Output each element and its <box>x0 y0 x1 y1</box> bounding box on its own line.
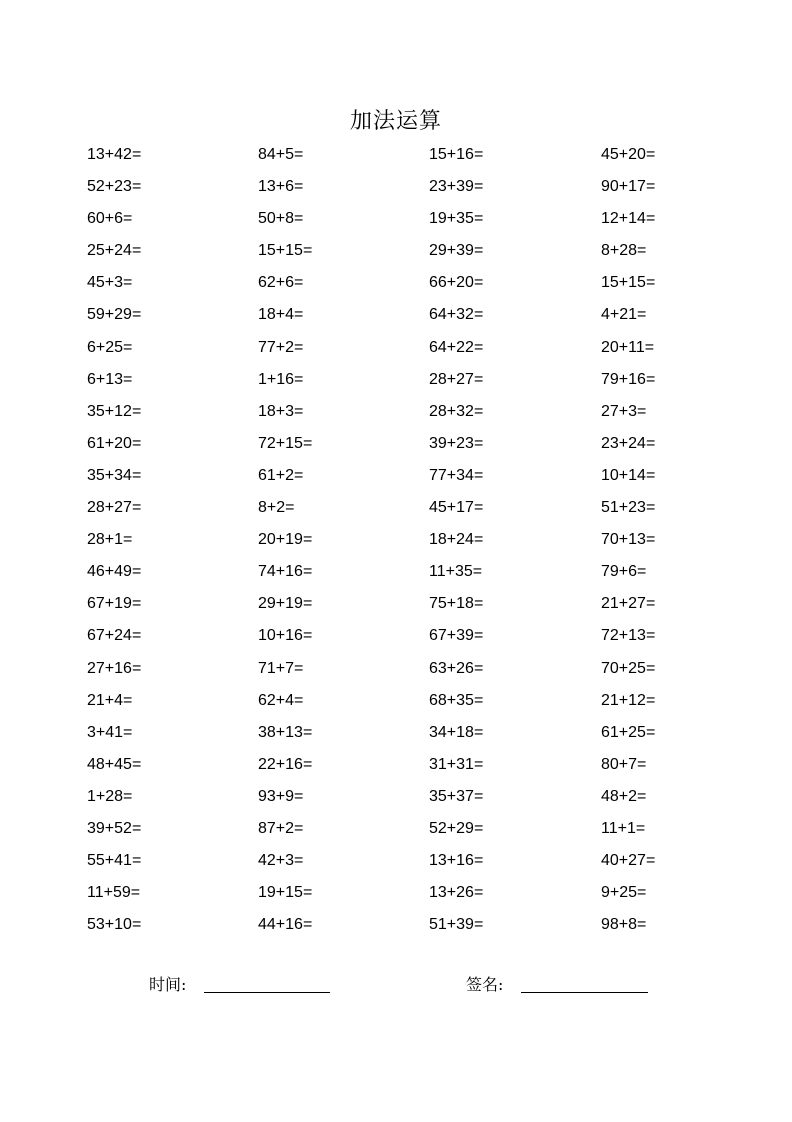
problem-item: 80+7= <box>601 755 647 773</box>
signature-field <box>466 972 503 995</box>
problem-item: 79+6= <box>601 563 647 581</box>
problem-item: 9+25= <box>601 884 647 902</box>
problem-item: 21+12= <box>601 691 656 709</box>
problem-item: 61+25= <box>601 723 656 741</box>
problem-item: 45+17= <box>429 499 484 517</box>
problem-item: 12+14= <box>601 210 656 228</box>
problem-item: 77+34= <box>429 466 484 484</box>
problem-item: 39+52= <box>87 819 142 837</box>
problem-item: 23+24= <box>601 434 656 452</box>
problem-item: 27+3= <box>601 402 647 420</box>
problem-item: 46+49= <box>87 563 142 581</box>
problem-item: 25+24= <box>87 242 142 260</box>
problem-item: 45+20= <box>601 146 656 163</box>
time-field <box>149 972 186 995</box>
problem-item: 74+16= <box>258 563 313 581</box>
problem-item: 67+19= <box>87 595 142 613</box>
problem-item: 71+7= <box>258 659 304 677</box>
problem-item: 18+4= <box>258 306 304 324</box>
problem-item: 39+23= <box>429 434 484 452</box>
problem-item: 20+19= <box>258 531 313 549</box>
problem-item: 10+14= <box>601 466 656 484</box>
problem-item: 68+35= <box>429 691 484 709</box>
problem-item: 13+26= <box>429 884 484 902</box>
problem-item: 48+45= <box>87 755 142 773</box>
problem-item: 11+59= <box>87 884 141 902</box>
problem-item: 6+13= <box>87 370 133 388</box>
problem-item: 77+2= <box>258 338 304 356</box>
problem-item: 34+18= <box>429 723 484 741</box>
problem-item: 90+17= <box>601 178 656 196</box>
problem-item: 15+16= <box>429 146 484 163</box>
problem-item: 87+2= <box>258 819 304 837</box>
problem-item: 79+16= <box>601 370 656 388</box>
problem-item: 6+25= <box>87 338 133 356</box>
problem-item: 53+10= <box>87 916 142 934</box>
time-blank-line <box>204 992 330 993</box>
problem-item: 18+24= <box>429 531 484 549</box>
problem-item: 52+23= <box>87 178 142 196</box>
problem-item: 3+41= <box>87 723 133 741</box>
problem-item: 35+34= <box>87 466 142 484</box>
problem-item: 50+8= <box>258 210 304 228</box>
problem-item: 62+6= <box>258 274 304 292</box>
problem-item: 21+4= <box>87 691 133 709</box>
problem-item: 1+16= <box>258 370 304 388</box>
problem-item: 13+42= <box>87 146 142 163</box>
signature-blank-line <box>521 992 648 993</box>
problem-item: 98+8= <box>601 916 647 934</box>
problem-item: 18+3= <box>258 402 304 420</box>
problem-item: 42+3= <box>258 852 304 870</box>
problem-item: 48+2= <box>601 787 647 805</box>
problem-item: 28+27= <box>87 499 142 517</box>
problem-item: 67+39= <box>429 627 484 645</box>
problem-item: 27+16= <box>87 659 142 677</box>
problem-item: 51+39= <box>429 916 484 934</box>
problem-item: 64+22= <box>429 338 484 356</box>
problem-item: 11+35= <box>429 563 483 581</box>
page-title: 加法运算 <box>349 109 442 134</box>
problem-item: 28+32= <box>429 402 484 420</box>
problem-item: 62+4= <box>258 691 304 709</box>
problem-item: 84+5= <box>258 146 304 163</box>
problem-item: 61+2= <box>258 466 304 484</box>
problem-item: 72+13= <box>601 627 656 645</box>
problem-item: 52+29= <box>429 819 484 837</box>
problem-item: 93+9= <box>258 787 304 805</box>
problem-item: 55+41= <box>87 852 142 870</box>
problem-item: 23+39= <box>429 178 484 196</box>
problem-item: 66+20= <box>429 274 484 292</box>
problem-item: 35+37= <box>429 787 484 805</box>
problem-item: 70+13= <box>601 531 656 549</box>
problem-item: 11+1= <box>601 819 646 837</box>
problem-item: 45+3= <box>87 274 133 292</box>
problem-item: 60+6= <box>87 210 133 228</box>
problem-grid <box>87 139 721 941</box>
problem-item: 64+32= <box>429 306 484 324</box>
problem-item: 67+24= <box>87 627 142 645</box>
problem-item: 29+19= <box>258 595 313 613</box>
problem-item: 15+15= <box>601 274 656 292</box>
problem-item: 28+1= <box>87 531 133 549</box>
problem-item: 21+27= <box>601 595 656 613</box>
problem-item: 28+27= <box>429 370 484 388</box>
problem-item: 20+11= <box>601 338 655 356</box>
problem-item: 22+16= <box>258 755 313 773</box>
problem-item: 15+15= <box>258 242 313 260</box>
problem-item: 10+16= <box>258 627 313 645</box>
problem-item: 75+18= <box>429 595 484 613</box>
problem-item: 19+35= <box>429 210 484 228</box>
problem-item: 4+21= <box>601 306 647 324</box>
problem-item: 8+28= <box>601 242 647 260</box>
problem-item: 63+26= <box>429 659 484 677</box>
problem-item: 61+20= <box>87 434 142 452</box>
problem-item: 8+2= <box>258 499 295 517</box>
time-label: 时间: <box>149 975 187 994</box>
problem-item: 31+31= <box>429 755 484 773</box>
problem-item: 19+15= <box>258 884 313 902</box>
problem-item: 70+25= <box>601 659 656 677</box>
problem-item: 59+29= <box>87 306 142 324</box>
problem-item: 38+13= <box>258 723 313 741</box>
problem-item: 40+27= <box>601 852 656 870</box>
problem-item: 72+15= <box>258 434 313 452</box>
signature-label: 签名: <box>466 975 504 994</box>
problem-item: 13+16= <box>429 852 484 870</box>
problem-item: 1+28= <box>87 787 133 805</box>
problem-item: 51+23= <box>601 499 656 517</box>
problem-item: 35+12= <box>87 402 142 420</box>
problem-item: 29+39= <box>429 242 484 260</box>
problem-item: 13+6= <box>258 178 304 196</box>
problem-item: 44+16= <box>258 916 313 934</box>
